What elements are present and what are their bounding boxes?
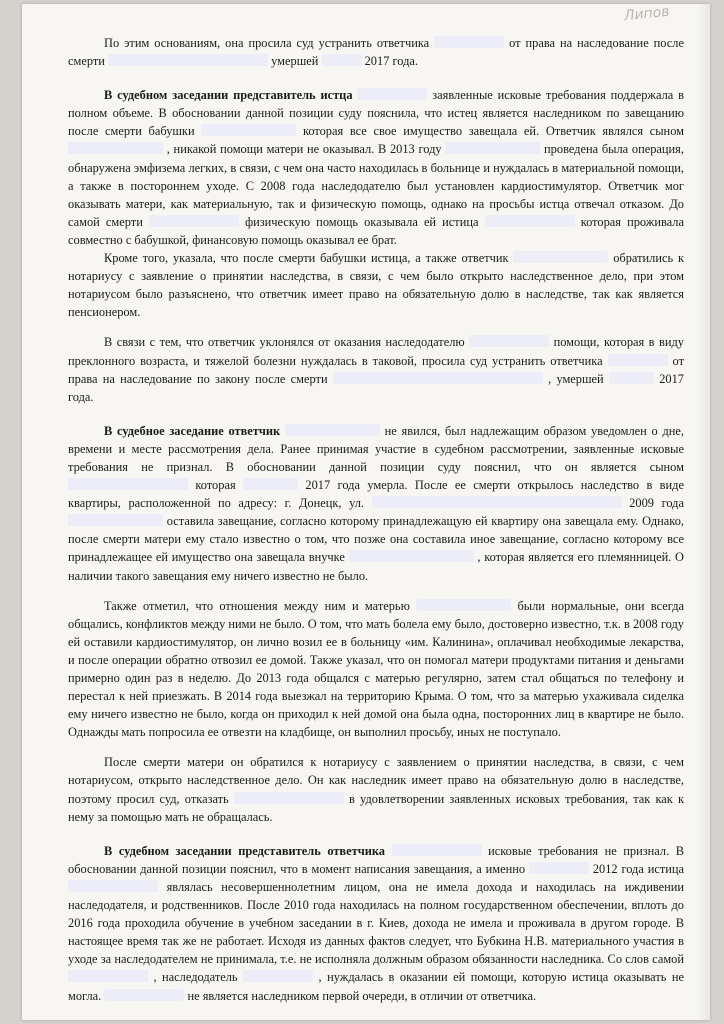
document-body [68, 34, 684, 1005]
redaction-block [333, 372, 543, 384]
paragraph-2: В судебном заседании представитель истца заявленные исковые требования поддержала в полном объеме. В обосновании данной позиции суду пояснила, что истец является наследником по завещанию после смерти бабушки которая все свое имущество завещала ей. Ответчик являлся сыном , никакой помощи матери не оказывал. В 2013 году проведена была операция, обнаружена эмфизема легких, в связи, с чем она часто находилась в больнице и нуждалась в материальной помощи, а также в постороннем уходе. С 2008 года наследодателю был установлен кардиостимулятор. Ответчик мог оказывать матери, как материальную, так и физическую помощь, однако на просьбы истца отвечал отказом. До самой смерти физическую помощь оказывала ей истица которая проживала совместно с бабушкой, финансовую помощь оказывал ее брат. [68, 88, 684, 247]
redaction-block [434, 36, 504, 48]
redaction-block [322, 54, 362, 66]
paragraph-3: Кроме того, указала, что после смерти бабушки истица, а также ответчик обратились к нотариусу с заявление о принятии наследства, в связи, с чем было открыто наследственное дело, при этом нотариусом было разъяснено, что ответчик имеет право на обязательную долю в наследстве, так как является пенсионером. [68, 251, 684, 320]
paragraph-1: По этим основаниям, она просила суд устранить ответчика от права на наследование после смерти умершей 2017 года. [68, 36, 684, 69]
paragraph-7: После смерти матери он обратился к нотариусу с заявлением о принятии наследства, в связи, с чем нотариусом, открыто наследственное дело. Он как наследник имеет право на обязательную долю в наследстве, поэтому просил суд, отказать в удовлетворении заявленных исковых требования, так как к нему за помощью мать не обращалась. [68, 755, 684, 824]
redaction-block [68, 478, 188, 490]
redaction-block [201, 124, 296, 136]
redaction-block [149, 215, 239, 227]
redaction-block [609, 372, 654, 384]
redaction-block [357, 88, 427, 100]
redaction-block [285, 424, 380, 436]
redaction-block [469, 335, 549, 347]
section-heading: В судебное заседание ответчик [104, 423, 281, 438]
redaction-block [243, 478, 298, 490]
redaction-block [445, 142, 540, 154]
redaction-block [513, 251, 608, 263]
redaction-block [68, 142, 163, 154]
section-heading: В судебном заседании представитель истца [104, 88, 353, 103]
section-heading: В судебном заседании представитель ответчика [104, 843, 385, 858]
redaction-block [243, 970, 313, 982]
handwritten-mark: Липов [623, 4, 671, 25]
paragraph-5: В судебное заседание ответчик не явился, был надлежащим образом уведомлен о дне, времени и месте рассмотрения дела. Ранее принимая участие в судебном рассмотрении, заявленные исковые требования не признал. В обосновании данной позиции суду пояснил, что он является сыном которая 2017 года умерла. После ее смерти открылось наследство в виде квартиры, расположенной по адресу: г. Донецк, ул. 2009 года оставила завещание, согласно которому принадлежащую ей квартиру она завещала ему. Однако, после смерти матери ему стало известно о том, что позже она составила иное завещание, согласно которому все принадлежащее ей имущество она завещала внучке , которая является его племянницей. О наличии такого завещания ему ничего известно не было. [68, 423, 685, 583]
redaction-block [68, 970, 148, 982]
document-page [22, 4, 710, 1020]
page-edge-shadow [696, 4, 710, 1020]
redaction-block [416, 599, 511, 611]
redaction-block [68, 514, 163, 526]
redaction-block [104, 989, 184, 1001]
redaction-block [234, 792, 344, 804]
redaction-block [349, 550, 474, 562]
paragraph-6: Также отметил, что отношения между ним и матерью были нормальные, они всегда общались, конфликтов между ними не было. О том, что мать болела ему было, достоверно известно, т.к. в 2008 году ей оставили кардиостимулятор, он лично возил ее в больницу «им. Калинина», оплачивал необходимые лекарства, и после операции обратно отвозил ее домой. Также указал, что он помогал матери продуктами питания и деньгами примерно один раз в неделю. До 2013 года общался с матерью регулярно, затем стал общаться по телефону и перестал к ней приезжать. В 2014 года выезжал на территорию Крыма. О том, что за матерью ухаживала сиделка ему ничего известно не было, когда он приходил к ней домой она была одна, посторонних лиц в квартире не было. Однажды мать попросила ее отвезти на кладбище, он выполнил просьбу, иных не поступало. [68, 598, 684, 740]
paragraph-4: В связи с тем, что ответчик уклонялся от оказания наследодателю помощи, которая в виду преклонного возраста, и тяжелой болезни нуждалась в таковой, просила суд устранить ответчика от права на наследование по закону после смерти , умершей 2017 года. [68, 335, 684, 404]
redaction-block [529, 862, 589, 874]
paragraph-8: В судебном заседании представитель ответчика исковые требования не признал. В обосновании данной позиции пояснил, что в момент написания завещания, а именно 2012 года истица являлась несовершеннолетним лицом, она не имела дохода и находилась на иждивении наследодателя, и родственников. После 2010 года находилась на полном государственном обеспечении, вплоть до 2016 года проходила обучение в учебном заседании в г. Киев, дохода не имела и проживала в другом городе. В настоящее время так же не работает. Исходя из данных фактов следует, что Бубкина Н.В. материального участия в уходе за наследодателем не принимала, т.е. не исполняла должным образом обязанности наследника. Со слов самой , наследодатель , нуждалась в оказании ей помощи, которую истица оказывать не могла. не является наследником первой очереди, в отличии от ответчика. [68, 843, 685, 1003]
redaction-block [608, 354, 668, 366]
redaction-block [392, 844, 482, 856]
redaction-block [372, 496, 622, 508]
redaction-block [485, 215, 575, 227]
redaction-block [108, 54, 268, 66]
redaction-block [68, 880, 158, 892]
